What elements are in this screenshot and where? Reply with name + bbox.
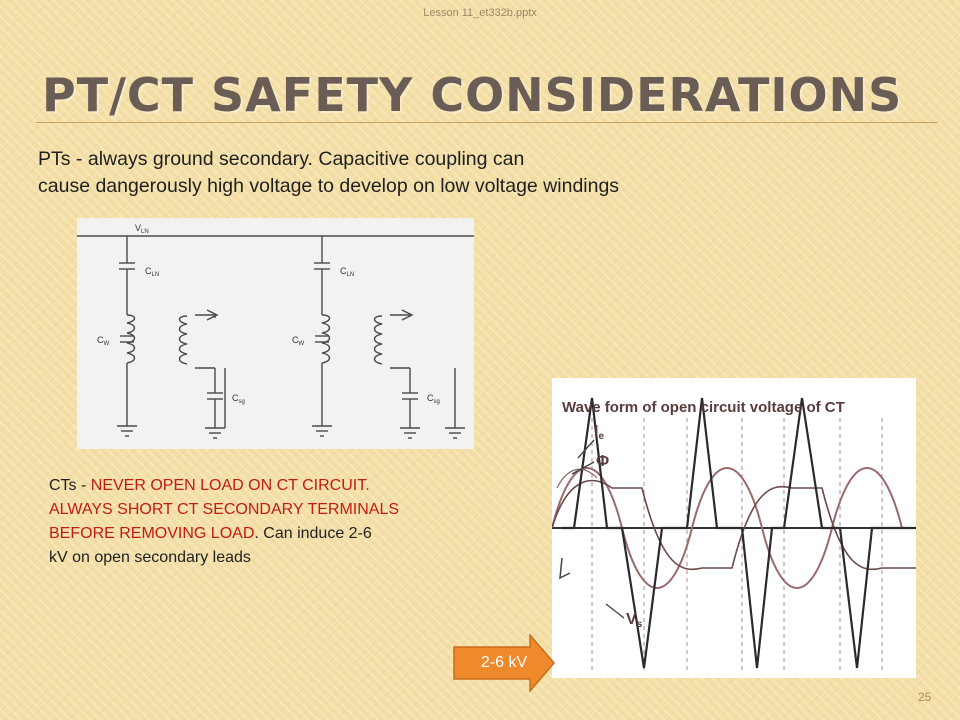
cts-warning-1: NEVER OPEN LOAD ON CT CIRCUIT. — [90, 477, 370, 494]
csg-label-left: $C_{sg}$ — [232, 393, 245, 405]
cln-label-left: $C_{LN}$ — [145, 266, 160, 278]
ct-open-circuit-waveform — [552, 378, 916, 678]
voltage-callout-arrow — [452, 634, 556, 692]
vs-label: Vs — [626, 611, 643, 630]
pts-lead: PTs — [38, 148, 71, 170]
phi-label: Φ — [596, 453, 610, 470]
waveform-svg — [552, 378, 916, 678]
cts-lead: CTs - — [49, 477, 91, 494]
pt-circuit-svg — [77, 218, 474, 449]
ct-safety-text — [49, 474, 509, 570]
slide-title: PT/CT SAFETY CONSIDERATIONS — [42, 68, 903, 122]
pt-capacitive-coupling-diagram — [77, 218, 474, 449]
cts-warning-3: BEFORE REMOVING LOAD — [49, 525, 255, 542]
ie-label: Ie — [594, 423, 605, 442]
csg-label-right: $C_{sg}$ — [427, 393, 440, 405]
voltage-callout-label: 2-6 kV — [480, 654, 528, 671]
cw-label-right: $C_W$ — [292, 335, 305, 347]
cts-tail-2: kV on open secondary leads — [49, 549, 251, 566]
cln-label-right: $C_{LN}$ — [340, 266, 355, 278]
cw-label-left: $C_W$ — [97, 335, 110, 347]
cts-warning-2: ALWAYS SHORT CT SECONDARY TERMINALS — [49, 501, 400, 518]
pts-line2: cause dangerously high voltage to develop on low voltage windings — [38, 175, 620, 197]
cts-tail-1: . Can induce 2-6 — [254, 525, 372, 542]
title-underline — [36, 122, 938, 123]
waveform-title: Wave form of open circuit voltage of CT — [562, 399, 845, 416]
vln-label: $V_{LN}$ — [135, 223, 149, 235]
file-name-header: Lesson 11_et332b.pptx — [423, 7, 537, 19]
pt-safety-text — [38, 146, 898, 200]
page-number: 25 — [918, 690, 932, 704]
pts-line1: - always ground secondary. Capacitive coupling can — [70, 148, 525, 170]
